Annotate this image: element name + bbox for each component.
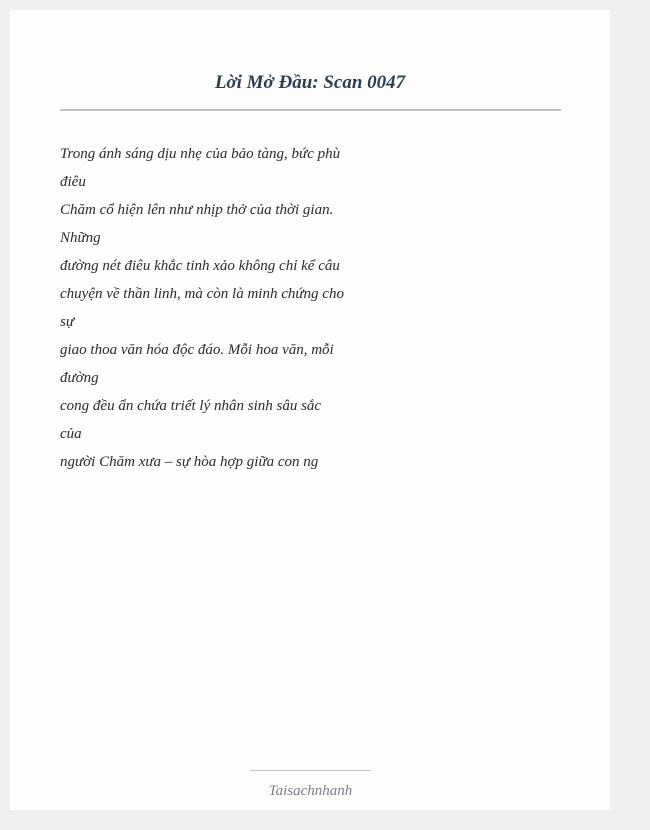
text-line: của <box>60 426 82 442</box>
text-line: đường <box>60 370 99 386</box>
footer-text: Taisachnhanh <box>268 783 353 799</box>
text-line: giao thoa văn hóa độc đáo. Mỗi hoa văn, mỗi <box>60 342 334 358</box>
text-line: người Chăm xưa – sự hòa hợp giữa con ng <box>60 454 319 470</box>
footer-divider <box>250 770 371 771</box>
document-page <box>10 10 610 810</box>
text-line: sự <box>60 314 75 330</box>
title-divider <box>60 109 561 111</box>
text-line: cong đều ẩn chứa triết lý nhân sinh sâu sắc <box>60 398 322 414</box>
text-line: đường nét điêu khắc tinh xảo không chỉ kể câu <box>60 258 340 274</box>
body-text <box>60 140 360 476</box>
text-line: Chăm cổ hiện lên như nhịp thở của thời gian. <box>60 202 334 218</box>
text-line: Trong ánh sáng dịu nhẹ của bảo tàng, bức phù <box>60 146 341 162</box>
text-line: điêu <box>60 174 86 190</box>
text-line: Những <box>60 230 101 246</box>
page-title: Lời Mở Đầu: Scan 0047 <box>214 72 406 93</box>
text-line: chuyện về thần linh, mà còn là minh chứng cho <box>60 286 344 302</box>
